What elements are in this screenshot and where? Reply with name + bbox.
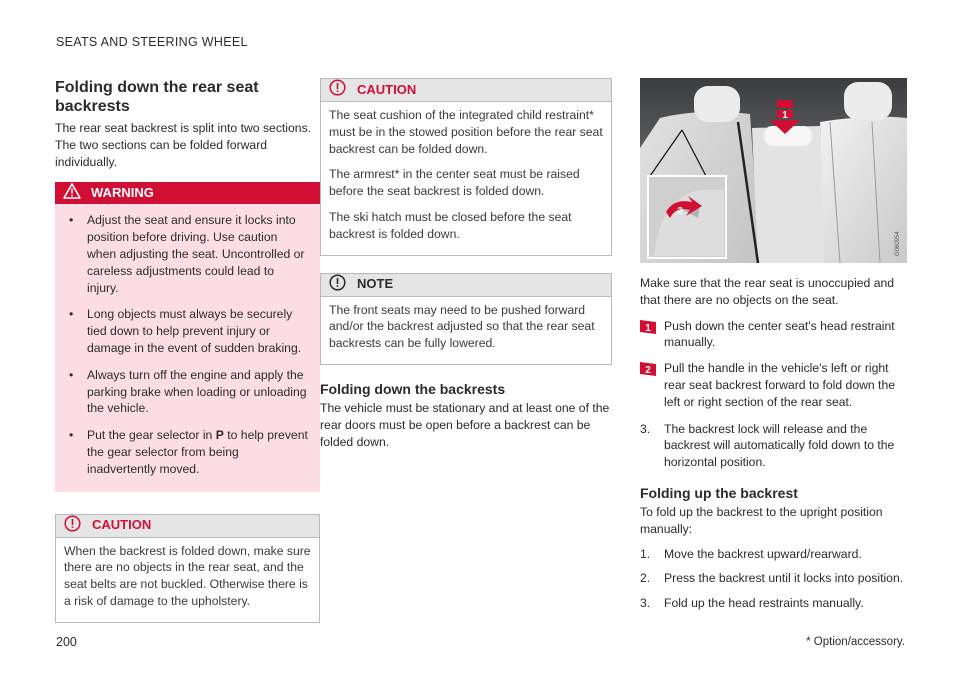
figure-code: G060954 <box>895 231 901 256</box>
caution-box-upholstery <box>55 514 320 623</box>
caution-header <box>321 79 611 102</box>
caution-label: CAUTION <box>357 81 417 97</box>
warning-item-gear: • Put the gear selector in P to help prevent the gear selector from being inadvertently moved. <box>69 428 308 476</box>
note-info-icon <box>329 274 349 296</box>
page-number: 200 <box>56 635 77 649</box>
caution-exclamation-icon <box>329 79 349 101</box>
step-1-marker-icon <box>640 320 656 334</box>
up-step-1: 1. Move the backrest upward/rearward. <box>640 546 862 561</box>
caution-body: When the backrest is folded down, make sure there are no objects in the rear seat, and the seat belts are not buckled. Otherwise there is a risk of damage to the upholstery. <box>64 543 311 608</box>
section-intro: The rear seat backrest is split into two sections. The two sections can be folded forward individually. <box>55 121 312 169</box>
note-body: The front seats may need to be pushed forward and/or the backrest adjusted so that the rear seat backrests can be fully lowered. <box>329 302 595 351</box>
step-1: 1 Push down the center seat's head restraint manually. <box>640 318 908 352</box>
warning-item: • Long objects must always be securely tied down to help prevent injury or damage in the event of sudden braking. <box>69 307 302 355</box>
column-3 <box>640 78 908 612</box>
gear-position-p: P <box>215 428 224 443</box>
warning-label: WARNING <box>91 184 154 200</box>
footnote-option: * Option/accessory. <box>806 636 905 648</box>
folding-down-body: The vehicle must be stationary and at least one of the rear doors must be open before a backrest can be folded down. <box>320 400 610 449</box>
rear-seat-illustration <box>640 78 907 263</box>
up-step-2: 2. Press the backrest until it locks into position. <box>640 571 904 586</box>
column-2 <box>320 78 612 450</box>
warning-box <box>55 182 320 491</box>
warning-list <box>55 204 320 491</box>
subheading-folding-up: Folding up the backrest <box>640 484 798 501</box>
folding-up-intro: To fold up the backrest to the upright position manually: <box>640 504 883 536</box>
step-3: 3. The backrest lock will release and the backrest will automatically fold down to the horizontal position. <box>640 421 895 470</box>
svg-text:2: 2 <box>645 365 651 377</box>
caution-box-child-restraint <box>320 78 612 256</box>
callout-2-text: 2 <box>677 206 683 217</box>
caution-label: CAUTION <box>92 517 152 533</box>
warning-header <box>55 182 320 204</box>
note-header <box>321 274 611 297</box>
running-header: SEATS AND STEERING WHEEL <box>56 35 248 49</box>
step-2: 2 Pull the handle in the vehicle's left or right rear seat backrest forward to fold down the left or right section of the rear seat. <box>640 360 908 410</box>
caution-header <box>56 515 319 538</box>
note-box <box>320 273 612 365</box>
caution-exclamation-icon <box>64 515 84 537</box>
section-title: Folding down the rear seat backrests <box>55 79 259 115</box>
svg-text:1: 1 <box>645 322 651 334</box>
warning-item: • Adjust the seat and ensure it locks into position before driving. Use caution when adjusting the seat. Uncontrolled or careless adjustments could lead to injury. <box>69 213 305 295</box>
warning-item: • Always turn off the engine and apply the parking brake when loading or unloading the vehicle. <box>69 367 307 416</box>
subheading-folding-down: Folding down the backrests <box>320 380 506 397</box>
warning-triangle-icon <box>63 183 83 204</box>
callout-1-text: 1 <box>782 110 788 121</box>
column-1 <box>55 78 320 623</box>
caution-body: The seat cushion of the integrated child restraint* must be in the stowed position before the rear seat backrest can be folded down. The armrest* in the center seat must be raised before the seat backrest is folded down. The ski hatch must be closed before the seat backrest is folded down. <box>329 108 603 241</box>
figure-intro: Make sure that the rear seat is unoccupied and that there are no objects on the seat. <box>640 276 895 307</box>
step-2-marker-icon <box>640 362 656 376</box>
up-step-3: 3. Fold up the head restraints manually. <box>640 596 864 611</box>
note-label: NOTE <box>357 276 394 292</box>
